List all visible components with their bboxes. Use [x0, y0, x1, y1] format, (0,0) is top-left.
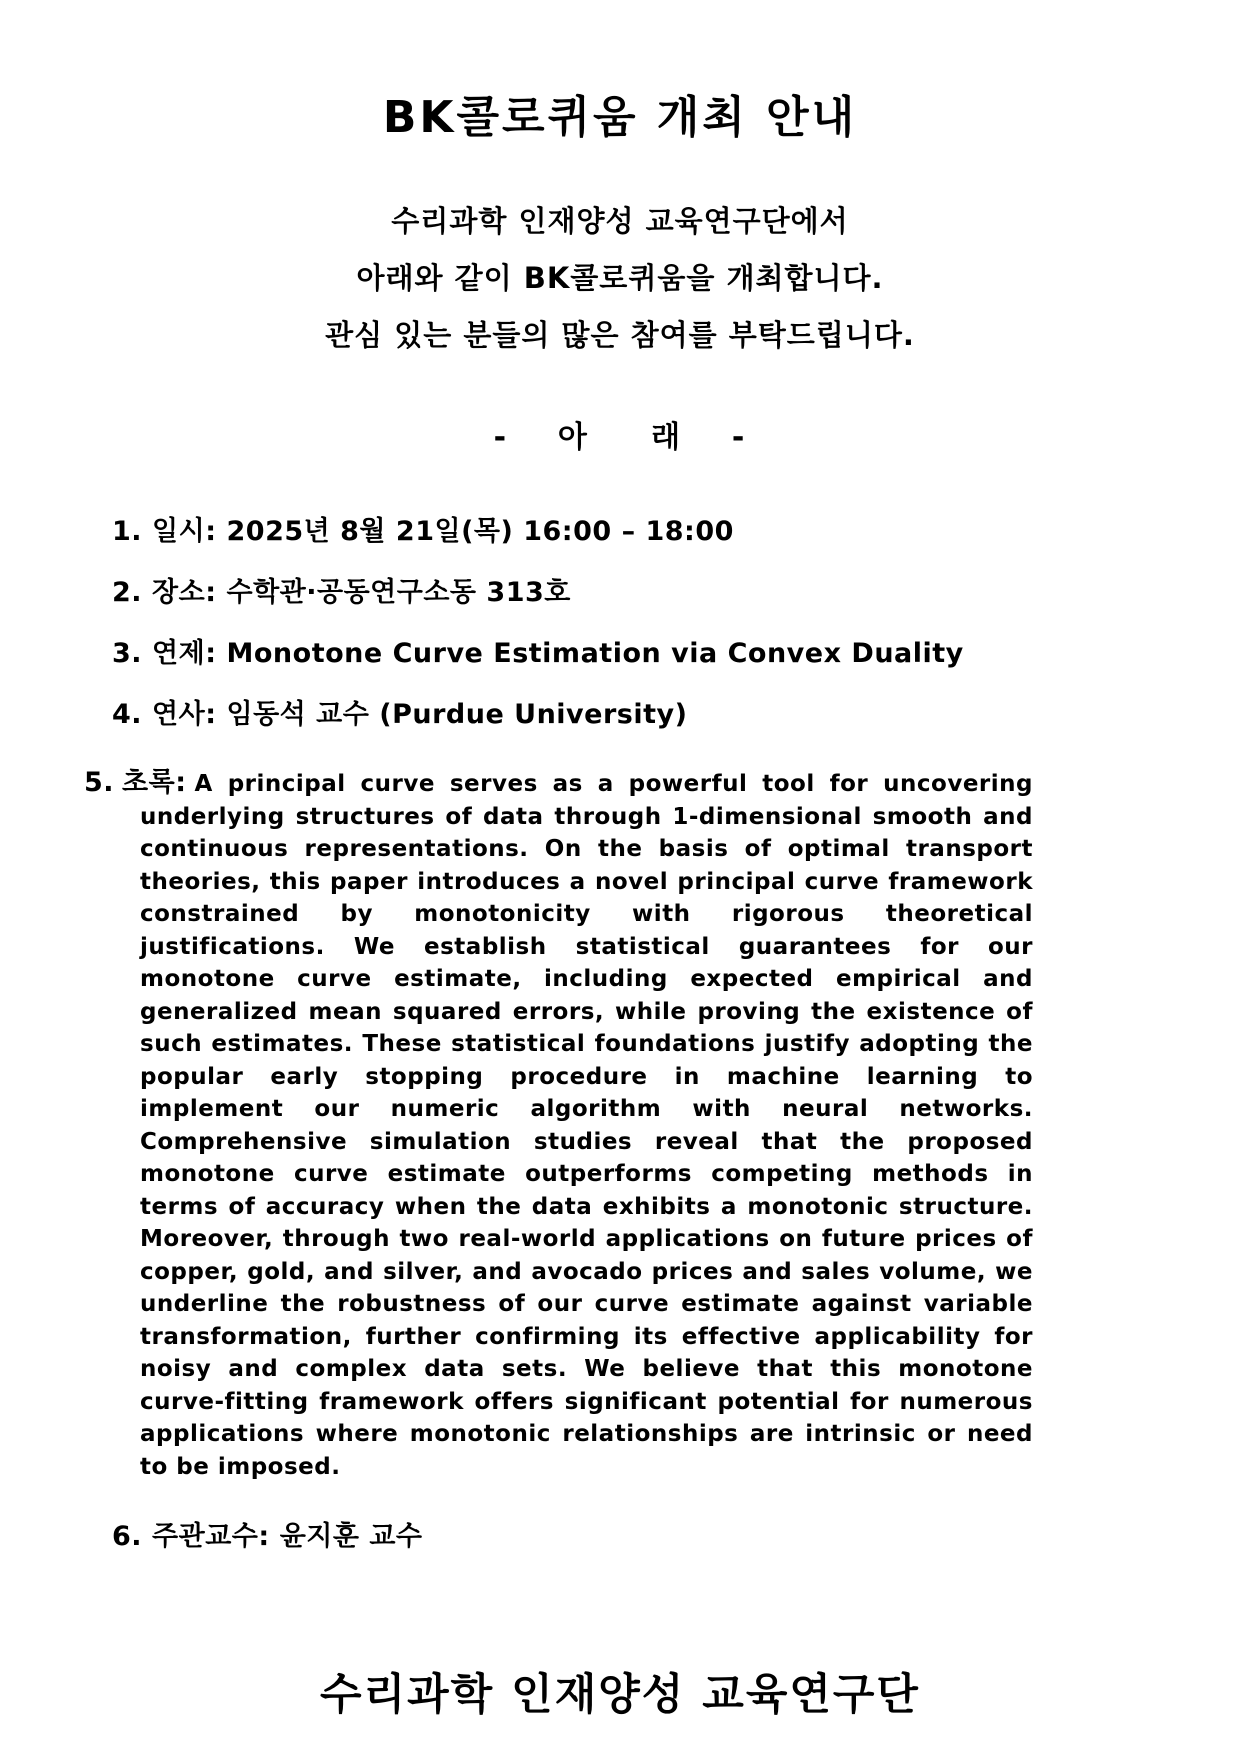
- abstract-text: A principal curve serves as a powerful tool for uncovering underlying structures of data through 1-dimensional smooth and continuous representations. On the basis of optimal transport theories, this paper introduces a novel principal curve framework constrained by monotonicity with rigorous theoretical justifications. We establish statistical guarantees for our monotone curve estimate, including expected empirical and generalized mean squared errors, while proving the existence of such estimates. These statistical foundations justify adopting the popular early stopping procedure in machine learning to implement our numeric algorithm with neural networks. Comprehensive simulation studies reveal that the proposed monotone curve estimate outperforms competing methods in terms of accuracy when the data exhibits a monotonic structure. Moreover, through two real-world applications on future prices of copper, gold, and silver, and avocado prices and sales volume, we underline the robustness of our curve estimate against variable transformation, further confirming its effective applicability for noisy and complex data sets. We believe that this monotone curve-fitting framework offers significant potential for numerous applications where monotonic relationships are intrinsic or need to be imposed.: [140, 771, 1033, 1480]
- item-label: 장소:: [152, 577, 217, 609]
- item-number: 4.: [112, 699, 143, 731]
- item-host-professor: [112, 1521, 1240, 1553]
- item-text: 수학관·공동연구소동 313호: [226, 577, 571, 609]
- item-label: 연제:: [152, 638, 217, 670]
- item-number: 3.: [112, 638, 143, 670]
- item-label: 초록:: [122, 767, 187, 799]
- item-location: [112, 577, 1240, 609]
- item-number: 1.: [112, 516, 143, 548]
- document-title: BK콜로퀴움 개최 안내: [382, 92, 858, 143]
- footer-organization-name: 수리과학 인재양성 교육연구단: [320, 1670, 920, 1721]
- intro-paragraph: [0, 204, 1240, 353]
- item-label: 주관교수:: [152, 1521, 270, 1553]
- item-label: 연사:: [152, 699, 217, 731]
- intro-line-announcement: 아래와 같이 BK콜로퀴움을 개최합니다.: [356, 261, 884, 296]
- details-list: [84, 516, 1240, 1553]
- intro-line-invitation: 관심 있는 분들의 많은 참여를 부탁드립니다.: [325, 318, 915, 353]
- intro-line-organizer: 수리과학 인재양성 교육연구단에서: [391, 204, 849, 239]
- item-talk-title: [112, 638, 1240, 670]
- item-text: 윤지훈 교수: [279, 1521, 423, 1553]
- item-speaker: [112, 699, 1240, 731]
- item-abstract: [84, 767, 1033, 1483]
- section-divider-below: - 아 래 -: [493, 420, 747, 456]
- item-number: 6.: [112, 1521, 143, 1553]
- item-number: 5.: [84, 767, 115, 799]
- item-text: 2025년 8월 21일(목) 16:00 – 18:00: [226, 516, 734, 548]
- item-datetime: [112, 516, 1240, 548]
- item-text: 임동석 교수 (Purdue University): [226, 699, 688, 731]
- item-number: 2.: [112, 577, 143, 609]
- item-label: 일시:: [152, 516, 217, 548]
- item-text: Monotone Curve Estimation via Convex Duality: [226, 638, 964, 670]
